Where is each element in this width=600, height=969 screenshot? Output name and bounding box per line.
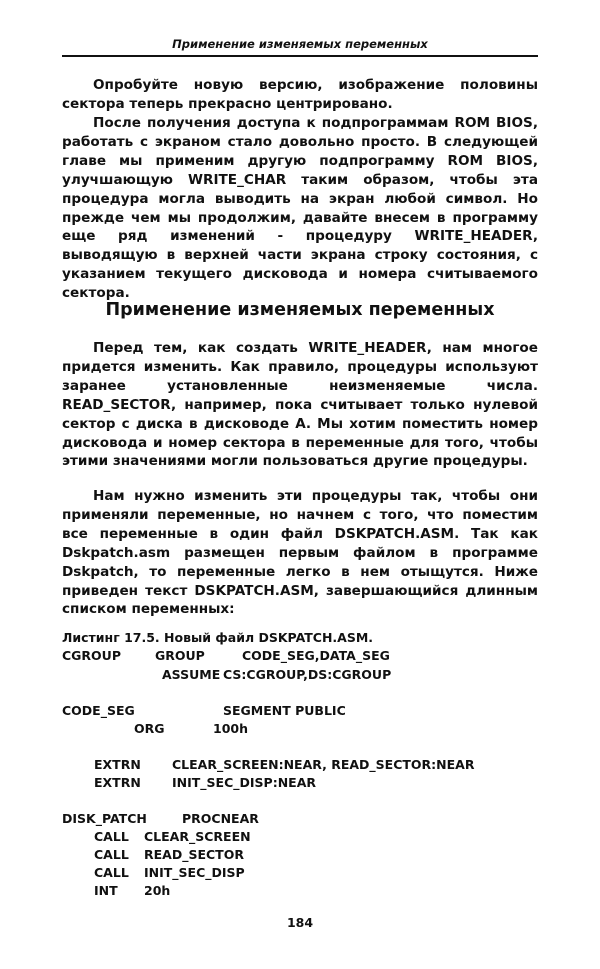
code-label: EXTRN bbox=[94, 757, 141, 772]
code-line bbox=[62, 721, 538, 739]
code-line bbox=[62, 757, 538, 775]
page-number: 184 bbox=[286, 915, 314, 930]
code-label: CODE_SEG bbox=[62, 703, 135, 718]
code-line bbox=[62, 847, 538, 865]
paragraph-variables: Нам нужно изменить эти процедуры так, чтобы они применяли переменные, но начнем с того, что поместим все переменные в один файл DSKPATCH.ASM. Так как Dskpatch.asm размещен первым файлом в программе Dskpatch, то переменные легко в нем отыщутся. Ниже приведен текст DSKPATCH.ASM, завершающийся длинным списком переменных: bbox=[62, 488, 538, 618]
section-heading: Применение изменяемых переменных bbox=[105, 300, 495, 320]
code-operand: CLEAR_SCREEN:NEAR, READ_SECTOR:NEAR bbox=[172, 757, 475, 772]
paragraph-intro: Опробуйте новую версию, изображение половины сектора теперь прекрасно центрировано. bbox=[62, 77, 538, 112]
code-label: CALL bbox=[94, 847, 129, 862]
code-line bbox=[62, 739, 538, 757]
code-line bbox=[62, 667, 538, 685]
code-label: CGROUP bbox=[62, 648, 121, 663]
code-line bbox=[62, 648, 538, 666]
code-directive: ASSUME bbox=[162, 667, 221, 682]
code-operand: CODE_SEG,DATA_SEG bbox=[242, 648, 390, 663]
code-directive: ORG bbox=[134, 721, 165, 736]
code-operand: PROCNEAR bbox=[182, 811, 259, 826]
code-line bbox=[62, 703, 538, 721]
code-label: CALL bbox=[94, 865, 129, 880]
code-operand: 100h bbox=[213, 721, 248, 736]
code-line bbox=[62, 775, 538, 793]
code-line bbox=[62, 865, 538, 883]
paragraph-write-header: Перед тем, как создать WRITE_HEADER, нам многое придется изменить. Как правило, процедуры используют заранее установленные неизменяемые числа. READ_SECTOR, например, пока считывает только нулевой сектор с диска в дисководе А. Мы хотим поместить номер дисковода и номер сектора в переменные для того, чтобы этими значениями могли пользоваться другие процедуры. bbox=[62, 340, 538, 470]
code-label: EXTRN bbox=[94, 775, 141, 790]
code-operand: SEGMENT PUBLIC bbox=[223, 703, 346, 718]
code-directive: GROUP bbox=[155, 648, 205, 663]
code-label: INT bbox=[94, 883, 118, 898]
code-operand: CS:CGROUP,DS:CGROUP bbox=[223, 667, 392, 682]
code-line bbox=[62, 811, 538, 829]
code-operand: INIT_SEC_DISP:NEAR bbox=[172, 775, 316, 790]
code-line bbox=[62, 829, 538, 847]
code-operand: 20h bbox=[144, 883, 171, 898]
code-label: CALL bbox=[94, 829, 129, 844]
code-operand: READ_SECTOR bbox=[144, 847, 244, 862]
code-line bbox=[62, 685, 538, 703]
code-operand: INIT_SEC_DISP bbox=[144, 865, 245, 880]
running-header: Применение изменяемых переменных bbox=[172, 37, 428, 51]
code-operand: CLEAR_SCREEN bbox=[144, 829, 251, 844]
header-rule bbox=[62, 55, 538, 57]
code-label: DISK_PATCH bbox=[62, 811, 147, 826]
code-line bbox=[62, 793, 538, 811]
code-line bbox=[62, 883, 538, 901]
listing-caption: Листинг 17.5. Новый файл DSKPATCH.ASM. bbox=[62, 630, 374, 645]
paragraph-rom-bios: После получения доступа к подпрограммам ROM BIOS, работать с экраном стало довольно просто. В следующей главе мы применим другую подпрограмму ROM BIOS, улучшающую WRITE_CHAR таким образом, чтобы эта процедура могла выводить на экран любой символ. Но прежде чем мы продолжим, давайте внесем в программу еще ряд изменений - процедуру WRITE_HEADER, выводящую в верхней части экрана строку состояния, с указанием текущего дисковода и номера считываемого сектора. bbox=[62, 115, 538, 302]
